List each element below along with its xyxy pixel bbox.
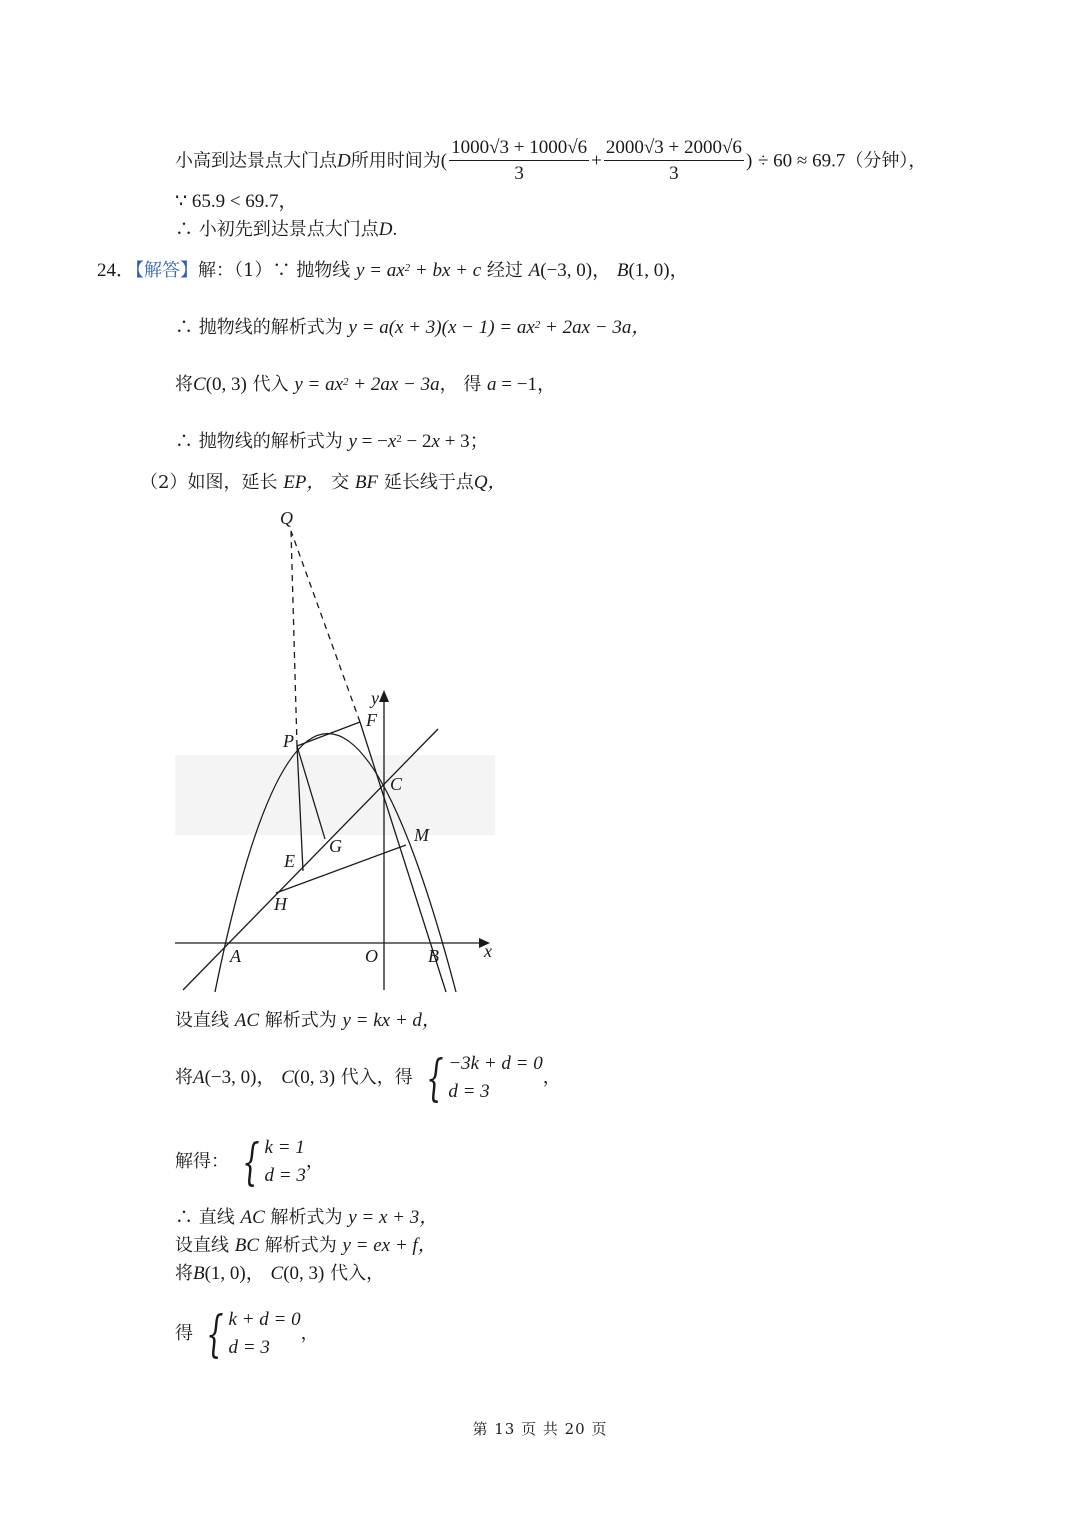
text: 小高到达景点大门点	[175, 150, 337, 172]
substitute-ac-line	[175, 1050, 561, 1106]
text: ∴ 直线	[175, 1207, 235, 1228]
text: 所用时间为	[350, 150, 441, 172]
eq: $y = ax^2$ + bx + c	[355, 260, 482, 281]
because-line: ∵ 65.9 < 69.7，	[175, 191, 298, 212]
figure-bg-patch	[175, 755, 495, 835]
label-y: y	[371, 688, 379, 708]
system-row: d = 3	[448, 1081, 490, 1102]
point-c: C(0, 3)	[281, 1067, 336, 1088]
parabola-result-line	[175, 430, 489, 454]
label-c: C	[390, 774, 403, 794]
conclusion-line	[175, 218, 397, 242]
text: 设直线	[175, 1010, 229, 1031]
seg-ep: EP，	[283, 472, 326, 493]
fraction-1	[449, 136, 589, 187]
question-number: 24．	[97, 260, 136, 281]
y-axis-arrow-icon	[379, 690, 389, 702]
equation-system: { k + d = 0 d = 3	[205, 1305, 301, 1363]
text: 解析式为	[270, 1207, 343, 1228]
seg-bf: BF	[354, 472, 379, 493]
time-calc-line: 小高到达景点大门点D所用时间为( $\frac{1000√3 + 1000√6}{3}$ + $\frac{2000√3 + 2000√6}{3}$ ) ÷ 60 ≈ 69.7（分钟），	[175, 136, 926, 187]
set-bc-line	[175, 1234, 437, 1258]
label-g: G	[329, 836, 342, 856]
label-q: Q	[280, 508, 293, 528]
parabola-figure	[170, 500, 510, 1000]
text: 设直线	[175, 1235, 229, 1256]
text: 解析式为	[264, 1010, 337, 1031]
answer-tag: 【解答】	[135, 260, 199, 281]
ac-result-line	[175, 1206, 438, 1230]
point-d: D	[337, 150, 351, 172]
bc-system-line	[175, 1306, 319, 1362]
equation-system: { k = 1 d = 3	[241, 1133, 306, 1191]
eq: $y = a(x + 3)(x - 1) = ax^2 + 2ax - 3a$，	[348, 317, 651, 338]
label-e: E	[284, 851, 295, 871]
point-a: A(−3, 0)，	[193, 1067, 276, 1088]
eq: $y = ax^2 + 2ax - 3a$	[294, 374, 440, 395]
fraction-2	[604, 136, 744, 187]
result: a = −1，	[487, 374, 556, 395]
label-o: O	[365, 946, 378, 966]
label-b: B	[428, 946, 439, 966]
page-footer: 第 13 页 共 20 页	[472, 1420, 608, 1438]
system-row: k = 1	[264, 1137, 305, 1158]
seg-ac: AC	[234, 1010, 260, 1031]
system-row: −3k + d = 0	[448, 1053, 543, 1074]
system-row: k + d = 0	[228, 1309, 301, 1330]
q24-header	[97, 259, 689, 283]
text: 将	[175, 1067, 193, 1088]
eq: y = kx + d，	[342, 1010, 441, 1031]
label-h: H	[274, 894, 287, 914]
text: 解析式为	[264, 1235, 337, 1256]
text: 解得：	[175, 1151, 229, 1172]
label-x: x	[484, 941, 492, 961]
set-ac-line	[175, 1009, 441, 1033]
label-m: M	[414, 825, 429, 845]
text: ∴ 抛物线的解析式为	[175, 431, 343, 452]
frac1-num: 1000√3 + 1000√6	[449, 136, 589, 161]
point-c: C(0, 3)	[193, 374, 247, 395]
equation-system: { −3k + d = 0 d = 3	[425, 1049, 543, 1107]
eq: y = x + 3，	[348, 1207, 439, 1228]
substitute-bc-line	[175, 1262, 384, 1286]
text: ∴ 小初先到达景点大门点	[175, 219, 379, 240]
system-row: d = 3	[228, 1337, 270, 1358]
text: 代入，得	[340, 1067, 413, 1088]
text: （2）如图，延长	[140, 472, 278, 493]
text: 延长线于点	[383, 472, 474, 493]
text: ，	[300, 1323, 319, 1344]
unit: （分钟），	[845, 150, 927, 172]
eq: $y = -x^2 - 2x + 3$；	[348, 431, 489, 452]
text: 经过	[486, 260, 523, 281]
text: 交	[331, 472, 350, 493]
point-a: A(−3, 0)，	[528, 260, 612, 281]
point-b: B(1, 0)，	[193, 1263, 265, 1284]
time-result: ÷ 60 ≈ 69.7	[758, 150, 846, 172]
text: 代入	[252, 374, 289, 395]
solve-line	[175, 1134, 324, 1190]
text: 代入，	[330, 1263, 385, 1284]
system-row: d = 3	[264, 1165, 306, 1186]
label-p: P	[283, 731, 294, 751]
text: ，	[305, 1151, 324, 1172]
label-a: A	[230, 946, 241, 966]
eq: y = ex + f，	[342, 1235, 437, 1256]
frac1-den: 3	[514, 163, 524, 184]
part2-line	[140, 471, 507, 495]
seg-bc: BC	[234, 1235, 260, 1256]
text: .	[392, 219, 398, 240]
text: 将	[175, 1263, 193, 1284]
label-f: F	[366, 710, 377, 730]
point-d: D	[378, 219, 393, 240]
seg-ac: AC	[240, 1207, 265, 1228]
frac2-num: 2000√3 + 2000√6	[604, 136, 744, 161]
point-b: B(1, 0)，	[616, 260, 689, 281]
text: 得	[175, 1323, 193, 1344]
parabola-form-line	[175, 316, 650, 340]
text: 得	[463, 374, 482, 395]
frac2-den: 3	[669, 163, 679, 184]
point-q: Q，	[473, 472, 507, 493]
dashed-pq	[291, 531, 297, 746]
point-c: C(0, 3)	[270, 1263, 325, 1284]
text: ，	[542, 1067, 561, 1088]
text: 将	[175, 374, 193, 395]
text: ∴ 抛物线的解析式为	[175, 317, 343, 338]
substitute-line: 将C(0, 3) 代入 $y = ax^2 + 2ax - 3a$， 得 a = −1，	[175, 374, 556, 395]
dashed-fq	[291, 531, 360, 722]
text: 解：（1）∵ 抛物线	[198, 260, 351, 281]
